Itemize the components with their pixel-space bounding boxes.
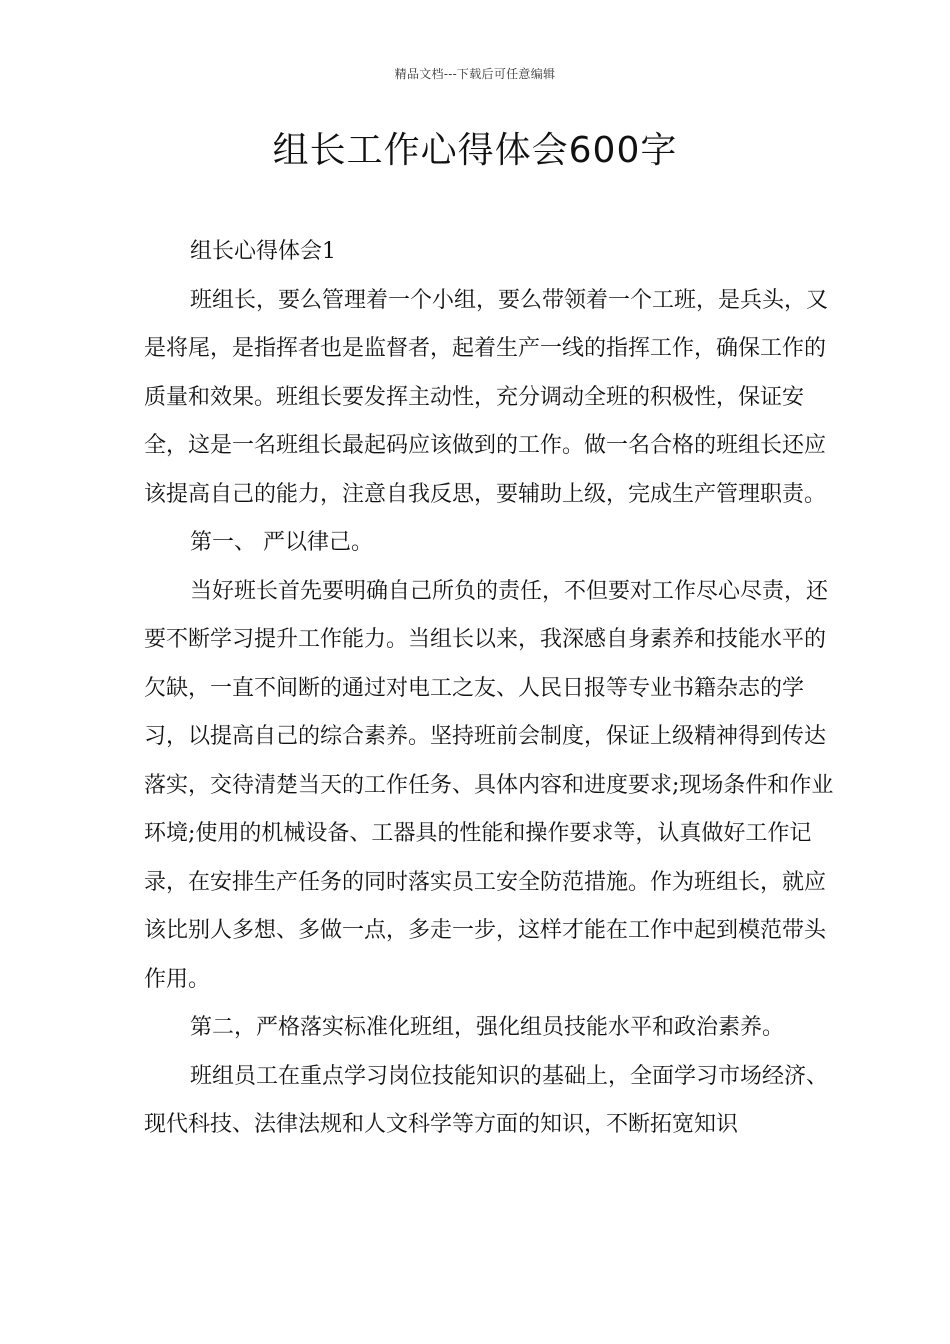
body-paragraph: 班组长，要么管理着一个小组，要么带领着一个工班，是兵头，又是将尾，是指挥者也是监督者，起着生产一线的指挥工作，确保工作的质量和效果。班组长要发挥主动性，充分调动全班的积极性，保证安全，这是一名班组长最起码应该做到的工作。做一名合格的班组长还应该提高自己的能力，注意自我反思，要辅助上级，完成生产管理职责。 <box>144 287 829 507</box>
body-paragraph: 当好班长首先要明确自己所负的责任，不但要对工作尽心尽责，还要不断学习提升工作能力。当组长以来，我深感自身素养和技能水平的欠缺，一直不间断的通过对电工之友、人民日报等专业书籍杂志的学习，以提高自己的综合素养。坚持班前会制度，保证上级精神得到传达落实，交待清楚当天的工作任务、具体内容和进度要求;现场条件和作业环境;使用的机械设备、工器具的性能和操作要求等，认真做好工作记录，在安排生产任务的同时落实员工安全防范措施。作为班组长，就应该比别人多想、多做一点，多走一步，这样才能在工作中起到模范带头作用。 <box>144 578 834 992</box>
section-heading-3: 第二，严格落实标准化班组，强化组员技能水平和政治素养。 <box>190 1015 785 1040</box>
document-body <box>144 228 834 1150</box>
section-heading-2: 第一、 严以律己。 <box>190 530 373 555</box>
document-title: 组长工作心得体会600字 <box>272 130 678 171</box>
section-heading-1: 组长心得体会1 <box>190 239 336 264</box>
header-note: 精品文档---下载后可任意编辑 <box>394 67 556 81</box>
body-paragraph: 班组员工在重点学习岗位技能知识的基础上，全面学习市场经济、现代科技、法律法规和人文科学等方面的知识，不断拓宽知识 <box>144 1063 829 1137</box>
